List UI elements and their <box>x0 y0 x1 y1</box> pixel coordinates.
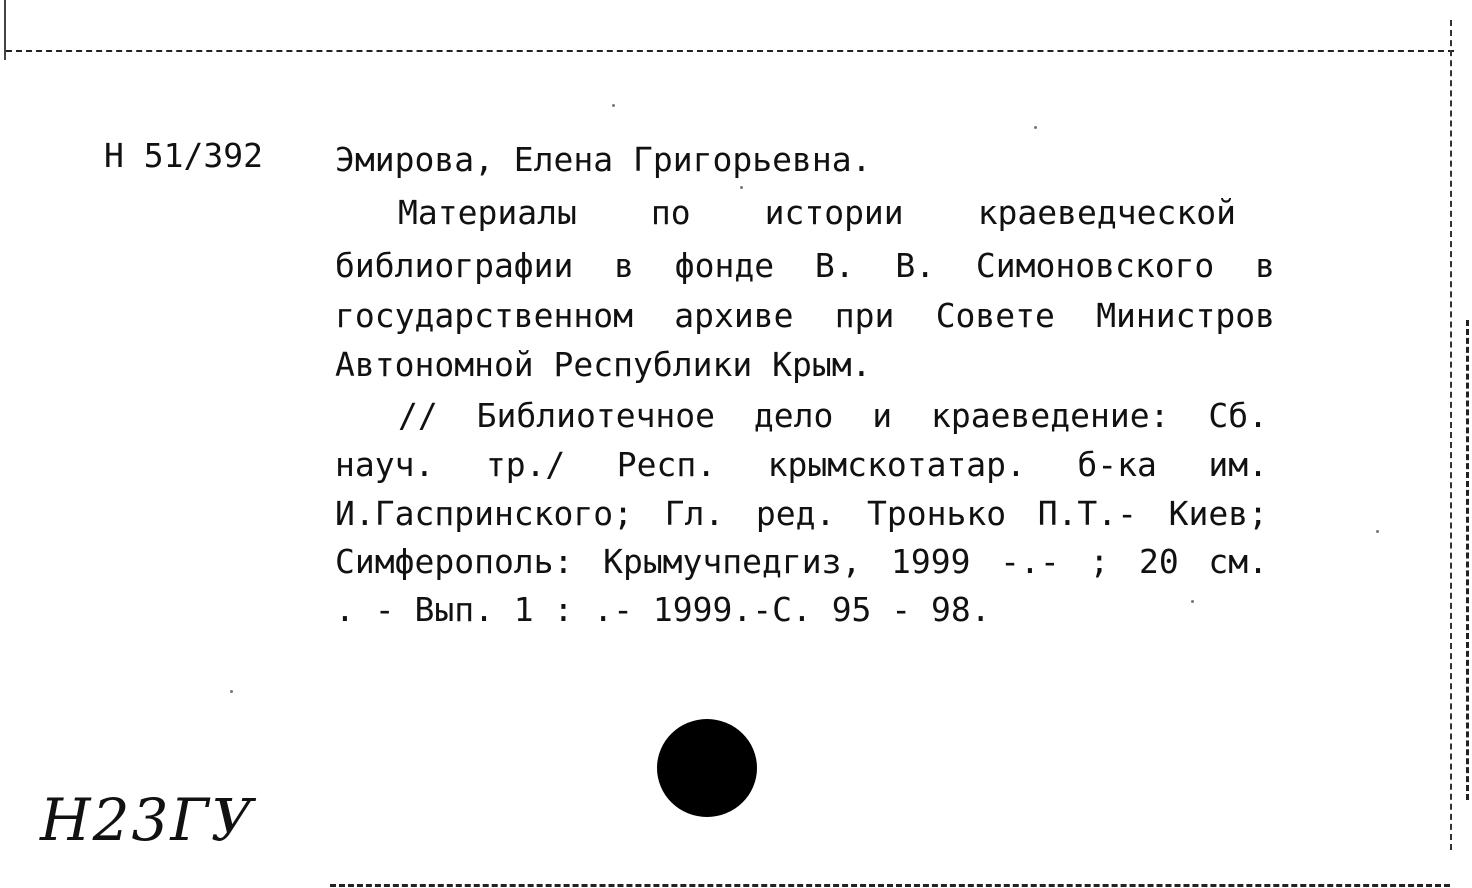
source-word: Респ. <box>616 445 717 484</box>
source-word: Тронько <box>866 494 1007 533</box>
title-word: Симоновского <box>975 246 1215 285</box>
source-word: Симферополь: <box>335 542 574 581</box>
source-word: Библиотечное <box>476 396 716 435</box>
title-word: в <box>614 246 635 285</box>
source-word: Гл. <box>664 494 725 533</box>
source-word: дело <box>753 396 834 435</box>
scan-speck <box>1191 600 1194 603</box>
source-line-1 <box>398 396 1268 436</box>
source-line-4 <box>335 542 1268 582</box>
source-word: крымскотатар. <box>767 445 1026 484</box>
title-word: фонде <box>674 246 775 285</box>
source-word: тр./ <box>485 445 566 484</box>
scan-speck <box>612 104 615 107</box>
title-word: государственном <box>335 296 634 335</box>
source-word: краеведение: <box>931 396 1170 435</box>
source-word: ; <box>1089 542 1110 581</box>
source-line-3 <box>335 494 1268 534</box>
title-word: при <box>834 296 895 335</box>
source-word: 1999 <box>891 542 971 581</box>
source-word: Сб. <box>1208 396 1268 435</box>
source-word: и <box>872 396 893 435</box>
handwritten-code: Н23ГУ <box>40 786 255 854</box>
source-word: // <box>398 396 438 435</box>
title-word: архиве <box>674 296 794 335</box>
title-line-2 <box>335 246 1275 286</box>
title-word: Министров <box>1096 296 1275 335</box>
title-line-4: Автономной Республики Крым. <box>335 345 872 384</box>
title-word: по <box>650 193 691 232</box>
author-heading: Эмирова, Елена Григорьевна. <box>335 140 872 179</box>
title-word: Материалы <box>398 193 577 232</box>
title-word: В. <box>814 246 855 285</box>
card-right-rule <box>1450 20 1452 850</box>
source-line-2 <box>335 445 1268 485</box>
scan-speck <box>1376 530 1379 533</box>
source-word: И.Гаспринского; <box>335 494 634 533</box>
source-word: -.- <box>1000 542 1060 581</box>
scan-speck <box>1034 126 1037 129</box>
title-line-1 <box>398 193 1236 233</box>
title-word: в <box>1255 246 1275 285</box>
source-word: Крымучпедгиз, <box>603 542 862 581</box>
scan-speck <box>230 690 233 693</box>
title-word: истории <box>764 193 904 232</box>
source-word: науч. <box>335 445 435 484</box>
shelfmark: Н 51/392 <box>104 136 263 175</box>
card-right-edge <box>1466 320 1469 800</box>
source-word: ред. <box>755 494 836 533</box>
source-word: 20 <box>1138 542 1179 581</box>
title-word: В. <box>895 246 936 285</box>
title-word: библиографии <box>335 246 574 285</box>
source-word: им. <box>1208 445 1268 484</box>
scan-speck <box>740 186 743 189</box>
punch-hole <box>657 719 757 817</box>
source-line-5: . - Вып. 1 : .- 1999.-С. 95 - 98. <box>335 590 991 629</box>
title-word: Совете <box>935 296 1055 335</box>
source-word: см. <box>1208 542 1268 581</box>
title-word: краеведческой <box>977 193 1236 232</box>
source-word: П.Т.- <box>1037 494 1138 533</box>
source-word: Киев; <box>1168 494 1268 533</box>
title-line-3 <box>335 296 1275 336</box>
card-bottom-rule <box>330 884 1450 887</box>
source-word: б-ка <box>1077 445 1157 484</box>
card-top-rule <box>6 50 1454 52</box>
